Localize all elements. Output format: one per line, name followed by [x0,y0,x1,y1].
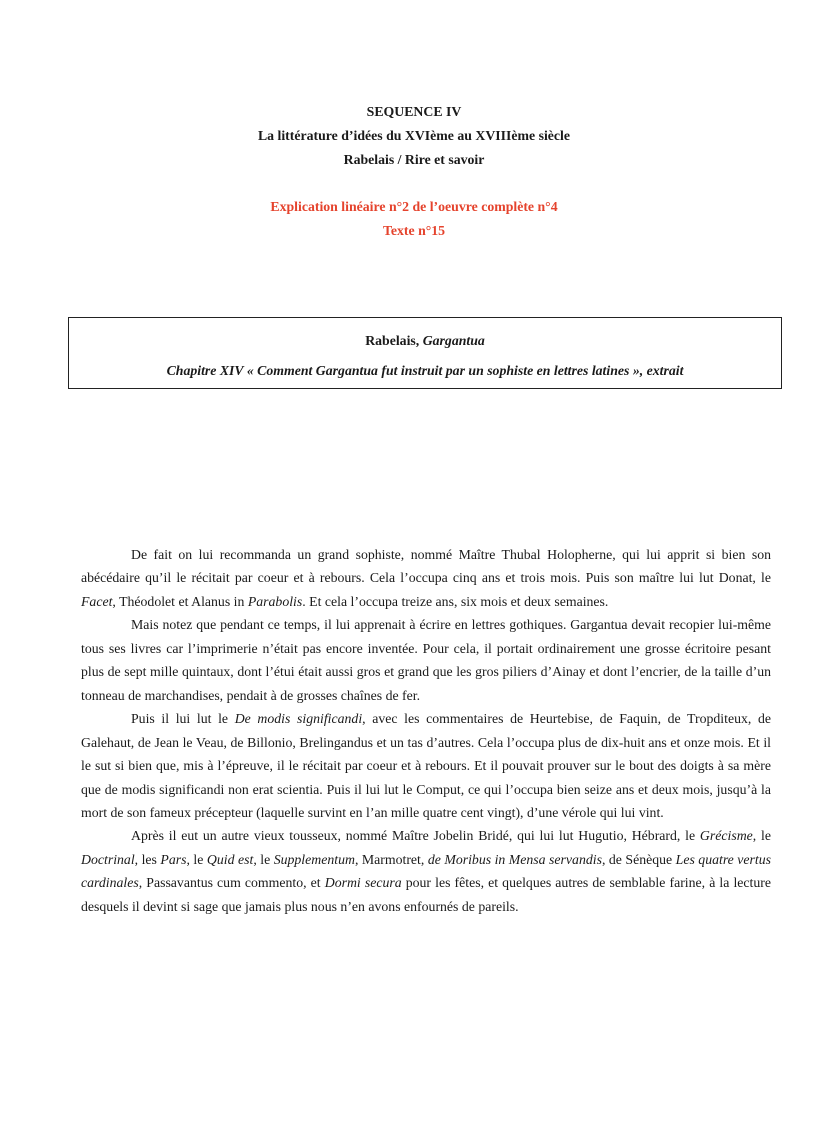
texte-number: Texte n°15 [382,223,446,238]
source-work: Gargantua [422,333,485,348]
italic-title: Facet [81,593,113,609]
italic-title: Supplementum [273,851,355,867]
italic-title: De modis significandi [234,711,363,727]
text-segment: , de Sénèque [601,851,676,867]
text-segment: , le [253,851,274,867]
source-author-line [69,333,781,349]
source-author: Rabelais, [365,333,423,348]
sequence-title: SEQUENCE IV [366,104,462,119]
text-segment: , Théodolet et Alanus in [112,593,248,609]
paragraph [81,824,771,918]
paragraph [81,707,771,824]
sequence-subtitle: La littérature d’idées du XVIème au XVIIIème siècle [257,128,571,143]
text-segment: . Et cela l’occupa treize ans, six mois et deux semaines. [302,593,609,609]
italic-title: de Moribus in Mensa servandis [427,851,602,867]
source-box [68,317,782,389]
italic-title: Grécisme [699,828,753,844]
text-segment: , les [134,851,161,867]
text-segment: Puis il lui lut le [131,711,235,727]
paragraph [81,613,771,707]
text-segment: , avec les commentaires de Heurtebise, de Faquin, de Tropditeux, de Galehaut, de Jean le Veau, de Billonio, Brelingandus et un tas d’autres. Cela l’occupa plus de dix-huit ans et onze mois. Et il le sut si bien que, mis à l’épreuve, il le récitait par coeur et à rebours. Et il pouvait prouver sur le bout des doigts à sa mère que de modis significandi non erat scientia. Puis il lui lut le Comput, ce qui l’occupa bien seize ans et deux mois, jusqu’à la mort de son fameux précepteur (laquelle survint en l’an mille quatre cent vingt), d’une vérole qui lui vint. [81,711,771,820]
text-segment: Après il eut un autre vieux tousseux, nommé Maître Jobelin Bridé, qui lui lut Hugutio, Hébrard, le [131,828,700,844]
explication-heading: Explication linéaire n°2 de l’oeuvre complète n°4 [270,199,558,214]
italic-title: Quid est [206,851,254,867]
text-segment: Mais notez que pendant ce temps, il lui apprenait à écrire en lettres gothiques. Gargantua devait recopier lui-même tous ses livres car l’imprimerie n’était pas encore inventée. Pour cela, il portait ordinairement une grosse écritoire pesant plus de sept mille quintaux, dont l’étui était aussi gros et grand que les gros piliers d’Ainay et dont l’encrier, de la taille d’un tonneau de marchandises, pendait à de grosses chaînes de fer. [81,617,771,703]
italic-title: Doctrinal [81,851,135,867]
italic-title: Pars [160,851,187,867]
text-segment: pour les fêtes, et quelques autres de semblable farine, à la lecture desquels il devint si sage que jamais plus nous n’en avons enfournés de pareils. [81,875,771,914]
source-chapter: Chapitre XIV « Comment Gargantua fut instruit par un sophiste en lettres latines », extrait [166,363,684,378]
extract-text [81,543,771,918]
text-segment: , Passavantus cum commento, et [138,875,325,891]
text-segment: De fait on lui recommanda un grand sophiste, nommé Maître Thubal Holopherne, qui lui apprit si bien son abécédaire qu’il le récitait par coeur et à rebours. Cela l’occupa cinq ans et trois mois. Puis son maître lui lut Donat, le [81,547,771,586]
text-segment: , le [186,851,207,867]
sequence-theme: Rabelais / Rire et savoir [343,152,485,167]
italic-title: Les quatre vertus cardinales [81,851,772,891]
italic-title: Parabolis [247,593,303,609]
paragraph [81,543,771,613]
italic-title: Dormi secura [324,875,402,891]
text-segment: , Marmotret, [354,851,428,867]
text-segment: , le [752,828,771,844]
